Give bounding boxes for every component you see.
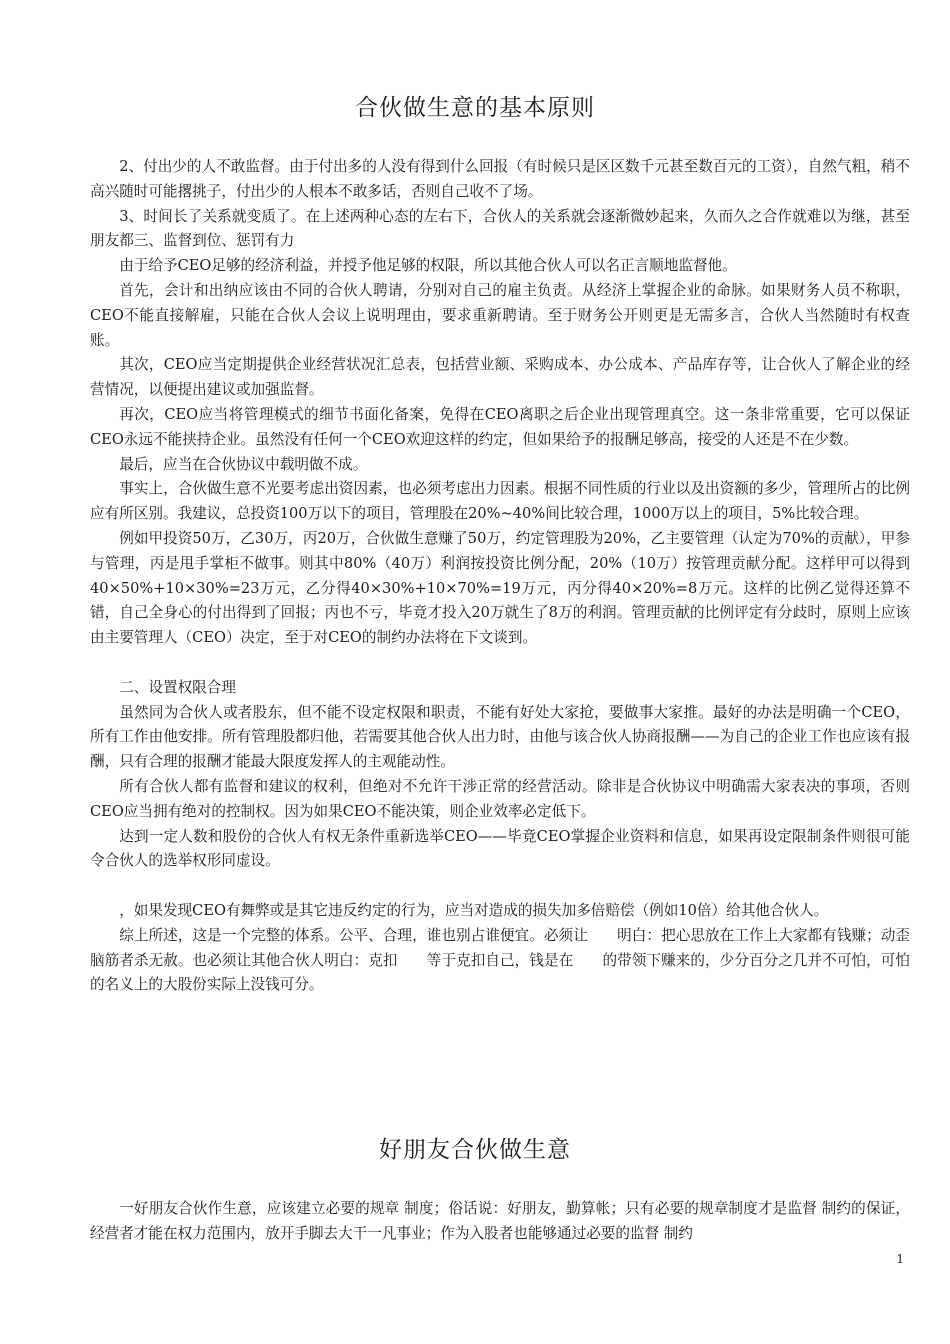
paragraph: ，如果发现CEO有舞弊或是其它违反约定的行为，应当对造成的损失加多倍赔偿（例如10倍）给其他合伙人。 <box>119 901 829 919</box>
paragraph: 由于给予CEO足够的经济利益，并授予他足够的权限，所以其他合伙人可以名正言顺地监督他。 <box>119 257 737 275</box>
paragraph: 例如甲投资50万，乙30万，丙20万，合伙做生意赚了50万，约定管理股为20%，乙主要管理（认定为70%的贡献），甲参与管理，丙是甩手掌柜不做事。则其中80%（40万）利润按投资比例分配，20%（10万）按管理贡献分配。这样甲可以得到40×50%+10×30%=23万元，乙分得40×30%+10×70%=19万元，丙分得40×20%=8万元。这样的比例乙觉得还算不错，自己全身心的付出得到了回报；丙也不亏，毕竟才投入20万就生了8万的利润。管理贡献的比例评定有分歧时，原则上应该由主要管理人（CEO）决定，至于对CEO的制约办法将在下文谈到。 <box>90 529 910 647</box>
paragraph: 综上所述，这是一个完整的体系。公平、合理，谁也别占谁便宜。必须让 明白：把心思放在工作上大家都有钱赚；动歪脑筋者杀无赦。也必须让其他合伙人明白：克扣 等于克扣自己，钱是在 的带领下赚来的，少分百分之几并不可怕，可怕的名义上的大股份实际上没钱可分。 <box>90 926 910 994</box>
paragraph: 2、付出少的人不敢监督。由于付出多的人没有得到什么回报（有时候只是区区数千元甚至数百元的工资），自然气粗，稍不高兴随时可能撂挑子，付出少的人根本不敢多话，否则自己收不了场。 <box>90 158 910 200</box>
paragraph: 再次，CEO应当将管理模式的细节书面化备案，免得在CEO离职之后企业出现管理真空。这一条非常重要，它可以保证CEO永远不能挟持企业。虽然没有任何一个CEO欢迎这样的约定，但如果给予的报酬足够高，接受的人还是不在少数。 <box>90 405 910 448</box>
page-title: 合伙做生意的基本原则 <box>355 95 595 121</box>
document-body-2 <box>90 1197 910 1247</box>
paragraph: 达到一定人数和股份的合伙人有权无条件重新选举CEO——毕竟CEO掌握企业资料和信息，如果再设定限制条件则很可能令合伙人的选举权形同虚设。 <box>90 827 910 870</box>
paragraph: 最后，应当在合伙协议中载明做不成。 <box>119 455 368 473</box>
paragraph: 一好朋友合伙作生意，应该建立必要的规章 制度；俗话说：好朋友，勤算帐；只有必要的规章制度才是监督 制约的保证，经营者才能在权力范围内，放开手脚去大干一凡事业；作为入股者也能够通过必要的监督 制约 <box>90 1200 910 1242</box>
paragraph: 事实上，合伙做生意不光要考虑出资因素，也必须考虑出力因素。根据不同性质的行业以及出资额的多少，管理所占的比例应有所区别。我建议，总投资100万以下的项目，管理股在20%~40%间比较合理，1000万以上的项目，5%比较合理。 <box>90 480 910 523</box>
section-title: 好朋友合伙做生意 <box>379 1137 571 1163</box>
page-number: 1 <box>896 1252 904 1266</box>
section-heading: 二、设置权限合理 <box>119 678 236 696</box>
paragraph: 其次，CEO应当定期提供企业经营状况汇总表，包括营业额、采购成本、办公成本、产品库存等，让合伙人了解企业的经营情况，以便提出建议或加强监督。 <box>90 356 910 399</box>
paragraph: 3、时间长了关系就变质了。在上述两种心态的左右下，合伙人的关系就会逐渐微妙起来，久而久之合作就难以为继，甚至朋友都三、监督到位、惩罚有力 <box>90 207 910 250</box>
document-body <box>90 155 910 998</box>
paragraph: 首先，会计和出纳应该由不同的合伙人聘请，分别对自己的雇主负责。从经济上掌握企业的命脉。如果财务人员不称职，CEO不能直接解雇，只能在合伙人会议上说明理由，要求重新聘请。至于财务公开则更是无需多言，合伙人当然随时有权查账。 <box>90 281 910 349</box>
paragraph: 所有合伙人都有监督和建议的权利，但绝对不允许干涉正常的经营活动。除非是合伙协议中明确需大家表决的事项，否则CEO应当拥有绝对的控制权。因为如果CEO不能决策，则企业效率必定低下。 <box>90 777 910 820</box>
paragraph: 虽然同为合伙人或者股东，但不能不设定权限和职责，不能有好处大家抢，要做事大家推。最好的办法是明确一个CEO，所有工作由他安排。所有管理股都归他，若需要其他合伙人出力时，由他与该合伙人协商报酬——为自己的企业工作也应该有报酬，只有合理的报酬才能最大限度发挥人的主观能动性。 <box>90 703 910 771</box>
